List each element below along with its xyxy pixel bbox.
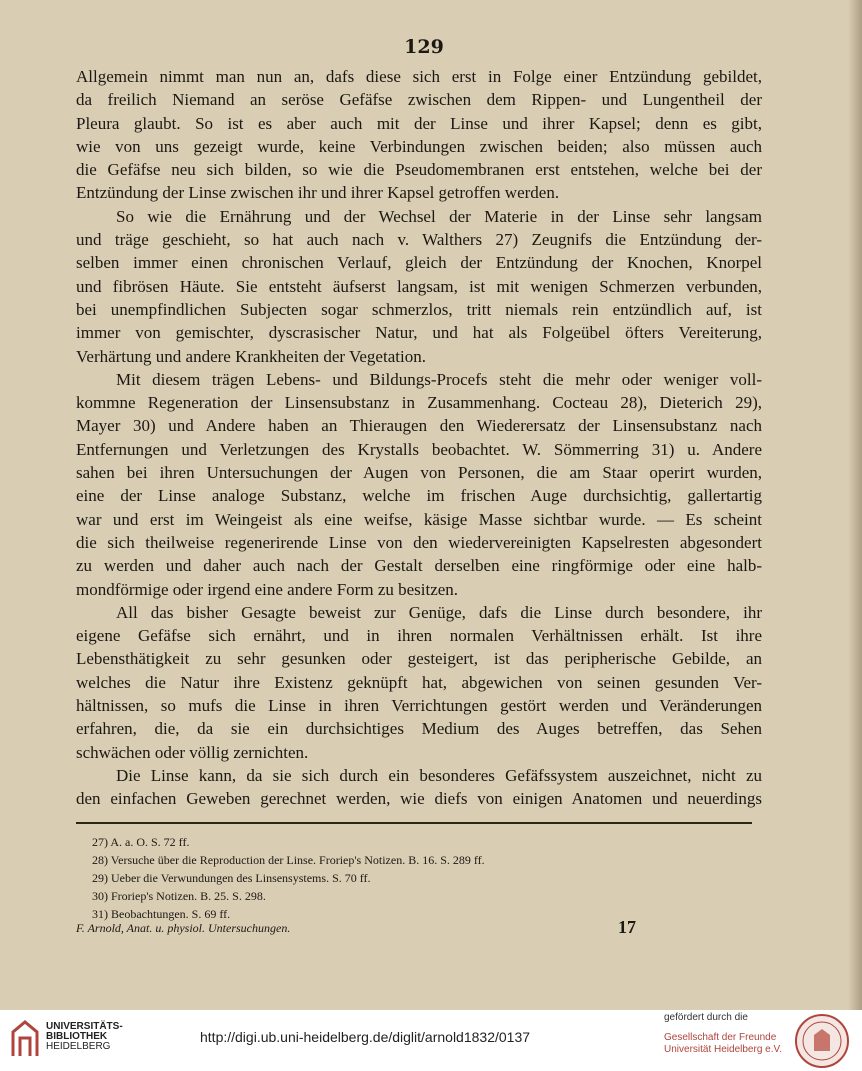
- footnote: 30) Froriep's Notizen. B. 25. S. 298.: [92, 889, 266, 903]
- text-line: eigene Gefäfse sich ernährt, und in ihren normalen Verhältnissen erhält. Ist ihre: [76, 626, 762, 646]
- sponsor-line: gefördert durch die: [664, 1012, 748, 1023]
- footnote: 27) A. a. O. S. 72 ff.: [92, 835, 190, 849]
- library-name-line: UNIVERSITÄTS-: [46, 1021, 123, 1032]
- text-line: Verhärtung und andere Krankheiten der Vegetation.: [76, 346, 426, 366]
- text-line: Pleura glaubt. So ist es aber auch mit der Linse und ihrer Kapsel; denn es gibt,: [76, 113, 762, 133]
- text-line: war und erst im Weingeist als eine weifse, käsige Masse sichtbar wurde. — Es scheint: [76, 509, 762, 529]
- text-line: und träge geschieht, so hat auch nach v. Walthers 27) Zeugnifs die Entzündung der-: [76, 230, 762, 250]
- text-line: und fibrösen Häute. Sie entsteht äufserst langsam, ist mit wenigen Schmerzen verbunden,: [76, 276, 762, 296]
- text-line: den einfachen Geweben gerechnet werden, wie diefs von einigen Anatomen und neuerdings: [76, 789, 762, 809]
- text-line: wie von uns gezeigt wurde, keine Verbindungen zwischen beiden; also müssen auch: [76, 136, 762, 156]
- text-line: sahen bei ihren Untersuchungen der Augen von Personen, die am Staar operirt wurden,: [76, 463, 762, 483]
- text-line: eine der Linse analoge Substanz, welche im frischen Auge durchsichtig, gallertartig: [76, 486, 762, 506]
- text-line: mondförmige oder irgend eine andere Form zu besitzen.: [76, 579, 459, 599]
- text-line: da freilich Niemand an seröse Gefäfse zwischen dem Rippen- und Lungentheil der: [76, 90, 762, 110]
- footnotes: [92, 833, 485, 923]
- sponsor-line: Gesellschaft der Freunde: [664, 1032, 777, 1043]
- text-line: kommne Regeneration der Linsensubstanz in Zusammenhang. Cocteau 28), Dieterich 29),: [76, 393, 762, 413]
- text-line: Die Linse kann, da sie sich durch ein besonderes Gefäfssystem auszeichnet, nicht zu: [116, 765, 762, 785]
- text-line: Entzündung der Linse zwischen ihr und ihrer Kapsel getroffen werden.: [76, 183, 560, 203]
- text-line: Lebensthätigkeit zu sehr gesunken oder gesteigert, ist das peripherische Gebilde, an: [76, 649, 762, 669]
- page-number: 129: [404, 36, 444, 58]
- sponsor-text: [664, 1012, 782, 1056]
- footnote: 29) Ueber die Verwundungen des Linsensystems. S. 70 ff.: [92, 871, 371, 885]
- text-line: Entfernungen und Verletzungen des Krystalls beobachtet. W. Sömmerring 31) u. Andere: [76, 439, 762, 459]
- library-name-line: HEIDELBERG: [46, 1041, 111, 1052]
- text-line: Allgemein nimmt man nun an, dafs diese sich erst in Folge einer Entzündung gebildet,: [76, 67, 762, 86]
- sheet-number: 17: [618, 917, 636, 937]
- text-line: welches die Natur ihre Existenz geknüpft hat, abgewichen von seinen gesunden Ver-: [76, 672, 762, 692]
- library-logo-icon: [8, 1016, 42, 1060]
- text-line: erfahren, die, da sie ein durchsichtiges Medium des Auges betreffen, das Sehen: [76, 719, 762, 739]
- text-line: zu werden und daher auch nach der Gestalt derselben eine ringförmige oder eine halb-: [76, 556, 762, 576]
- body-text: [76, 65, 762, 811]
- printer-signature: F. Arnold, Anat. u. physiol. Untersuchungen.: [76, 921, 291, 935]
- society-seal-icon: [794, 1013, 850, 1069]
- footnote: 28) Versuche über die Reproduction der Linse. Froriep's Notizen. B. 16. S. 289 ff.: [92, 853, 485, 867]
- library-name: [46, 1022, 123, 1052]
- text-line: schwächen oder völlig zernichten.: [76, 742, 309, 762]
- library-name-line: BIBLIOTHEK: [46, 1031, 108, 1042]
- text-line: die sich theilweise regenerirende Linse von den wiedervereinigten Kapselresten abgesondert: [76, 532, 762, 552]
- text-line: Mit diesem trägen Lebens- und Bildungs-Procefs steht die mehr oder weniger voll-: [116, 369, 762, 389]
- footnote: 31) Beobachtungen. S. 69 ff.: [92, 907, 231, 921]
- footnote-divider: [76, 822, 752, 824]
- text-line: bei unempfindlichen Subjecten sogar schmerzlos, tritt niemals rein entzündlich auf, ist: [76, 299, 762, 319]
- text-line: die Gefäfse neu sich bilden, so wie die Pseudomembranen erst entstehen, welche bei der: [76, 160, 762, 180]
- text-line: hältnissen, so mufs die Linse in ihren Verrichtungen gestört werden und Veränderungen: [76, 696, 762, 716]
- text-line: Mayer 30) und Andere haben an Thieraugen den Wiederersatz der Linsensubstanz nach: [76, 416, 762, 436]
- text-line: So wie die Ernährung und der Wechsel der Materie in der Linse sehr langsam: [116, 206, 762, 226]
- permalink-url[interactable]: http://digi.ub.uni-heidelberg.de/diglit/arnold1832/0137: [200, 1029, 531, 1045]
- text-line: All das bisher Gesagte beweist zur Genüge, dafs die Linse durch besondere, ihr: [116, 602, 762, 622]
- text-line: immer von gemischter, dyscrasischer Natur, und hat als Folgeübel öfters Vereiterung,: [76, 323, 762, 343]
- sponsor-line: Universität Heidelberg e.V.: [664, 1044, 783, 1055]
- text-line: selben immer einen chronischen Verlauf, gleich der Entzündung der Knochen, Knorpel: [76, 253, 762, 273]
